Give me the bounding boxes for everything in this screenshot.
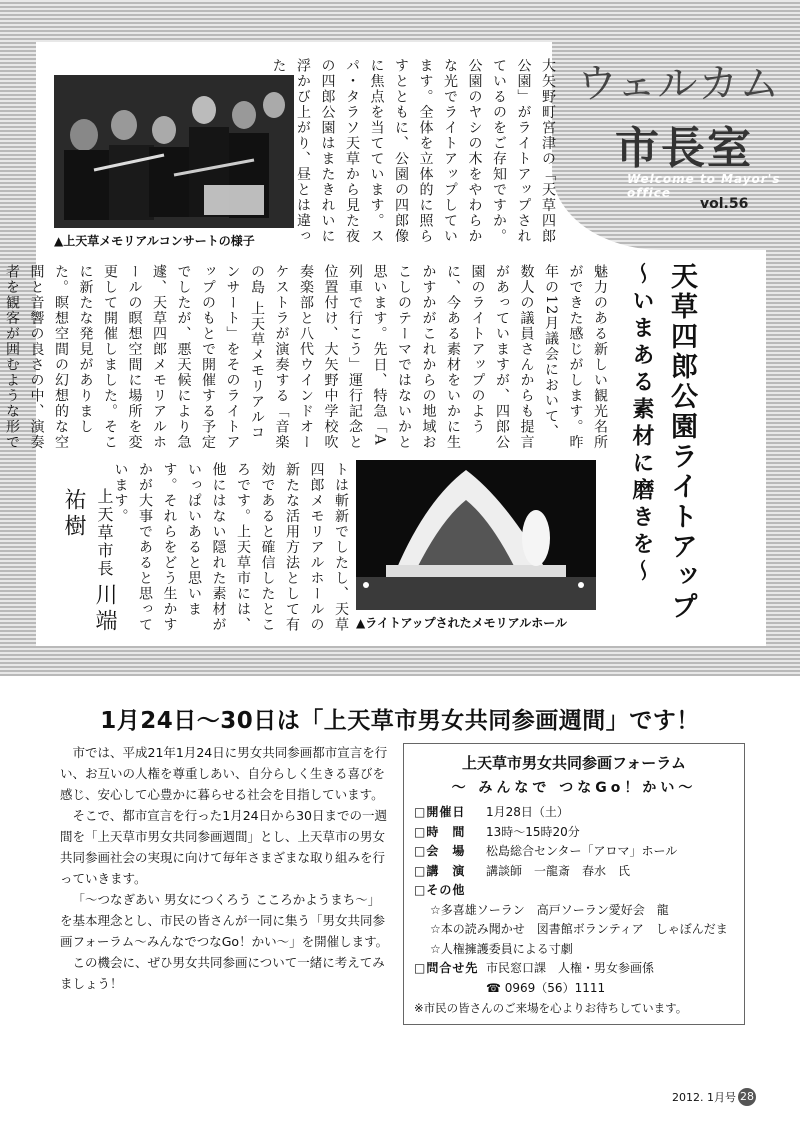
forum-row-date (404, 803, 744, 823)
lecture-value: 講談師 一龍斎 春水 氏 (486, 863, 631, 878)
forum-subtitle: ～ みんなで つなGo！かい～ (451, 780, 697, 796)
forum-row-other (404, 881, 744, 901)
signature (58, 488, 120, 638)
paragraph-2: そこで、都市宣言を行った1月24日から30日までの一週間を「上天草市男女共同参画週間」とし、上天草市の男女共同参画社会の実現に向けて毎年さまざまな取り組みを行っていきます。 (60, 808, 388, 886)
other-item-2: ☆本の読み聞かせ 図書館ボランティア しゃぼんだま (430, 922, 728, 936)
contact-label: □問合せ先 (414, 961, 479, 975)
paragraph-3: 「～つなぎあい 男女につくろう こころかようまち～」を基本理念とし、市民の皆さんが一同に集う「男女共同参画フォーラム～みんなでつなGo！かい～」を開催します。 (60, 892, 389, 949)
contact-value: 市民窓口課 人権・男女参画係 (486, 961, 655, 975)
concert-photo (54, 75, 294, 228)
page-number: 28 (738, 1088, 756, 1106)
forum-box (403, 743, 745, 1025)
volume-number: vol.56 (700, 196, 749, 212)
paragraph-4: この機会に、ぜひ男女共同参画について一緒に考えてみましょう！ (60, 955, 385, 991)
forum-note: ※市民の皆さんのご来場を心よりお待ちしています。 (414, 1001, 688, 1015)
concert-illustration (54, 75, 294, 228)
signature-title: 上天草市長 (95, 488, 114, 578)
forum-row-venue (404, 842, 744, 862)
venue-value: 松島総合センター「アロマ」ホール (486, 844, 678, 858)
time-value: 13時～15時20分 (486, 824, 580, 839)
forum-title: 上天草市男女共同参画フォーラム (461, 754, 687, 772)
other-item-1: ☆多喜雄ソーラン 高戸ソーラン愛好会 龍 (430, 902, 669, 917)
mayor-office-heading: 市長室 (615, 123, 753, 174)
date-label: □開催日 (414, 805, 466, 819)
phone-number: ☎ 0969（56）1111 (486, 980, 606, 995)
forum-row-phone (404, 979, 744, 999)
equality-week-heading: 1月24日～30日は「上天草市男女共同参画週間」です！ (100, 708, 700, 734)
forum-row-time (404, 823, 744, 843)
forum-row-contact (404, 959, 744, 979)
other-item-3: ☆人権擁護委員による寸劇 (430, 941, 573, 956)
lecture-label: □講 演 (414, 863, 466, 878)
issue-label: 2012. 1月号 (672, 1091, 736, 1104)
article-column-1: 大矢野町宮津の「天草四郎公園」がライトアップされているのをご存知ですか。公園のヤシの木をやわらかな光でライトアップしています。全体を立体的に照らすとともに、公園の四郎像に焦点を当てています。スパ・タラソ天草から見た夜の四郎公園はまたきれいに浮かび上がり、昼とは違った (270, 58, 556, 244)
other-label: □その他 (414, 883, 466, 897)
memorial-hall-photo (356, 460, 596, 610)
memorial-hall-caption: ▲ライトアップされたメモリアルホール (356, 616, 567, 630)
signature-name: 川端祐樹 (61, 488, 117, 636)
concert-caption: ▲上天草メモリアルコンサートの様子 (54, 234, 255, 248)
memorial-hall-illustration (356, 460, 596, 610)
date-value: 1月28日（土） (486, 805, 569, 819)
english-subheading: Welcome to Mayor's office (627, 172, 781, 200)
equality-week-body (60, 742, 390, 994)
paragraph-1: 市では、平成21年1月24日に男女共同参画都市宣言を行い、お互いの人権を尊重しあい、自分らしく生きる喜びを感じ、安心して心豊かに暮らせる社会を目指しています。 (60, 745, 388, 802)
venue-label: □会 場 (414, 844, 466, 858)
page-footer (672, 1088, 756, 1106)
time-label: □時 間 (414, 824, 466, 839)
forum-row-lecture (404, 862, 744, 882)
welcome-heading: ウェルカム (577, 61, 781, 107)
article-column-2: 魅力のある新しい観光名所ができた感じがします。昨年の12月議会において、数人の議員さんからも提言があっていますが、四郎公園のライトアップのように、今ある素材をいかに生かすかがこれからの地域おこしのテーマではないかと思います。先日、特急「A列車で行こう」運行記念と位置付け、大矢野中学校吹奏楽部と八代ウインドオーケストラが演奏する「音楽の島 上天草メモリアルコンサート」をそのライトアップのもとで開催する予定でしたが、悪天候により急遽、天草四郎メモリアルホールの瞑想空間に場所を変更して開催しました。そこに新たな発見がありました。瞑想空間の幻想的な空間と音響の良さの中、演奏者を観客が囲むような形で (4, 264, 608, 450)
article-title: 天草四郎公園ライトアップ (666, 262, 697, 622)
article-column-3: トは斬新でしたし、天草四郎メモリアルホールの新たな活用方法として有効であると確信したところです。上天草市には、他にはない隠れた素材がいっぱいあると思います。それらをどう生かすかが大事であると思っています。 (112, 462, 349, 633)
article-subtitle: ～いまある素材に磨きを～ (629, 262, 654, 586)
